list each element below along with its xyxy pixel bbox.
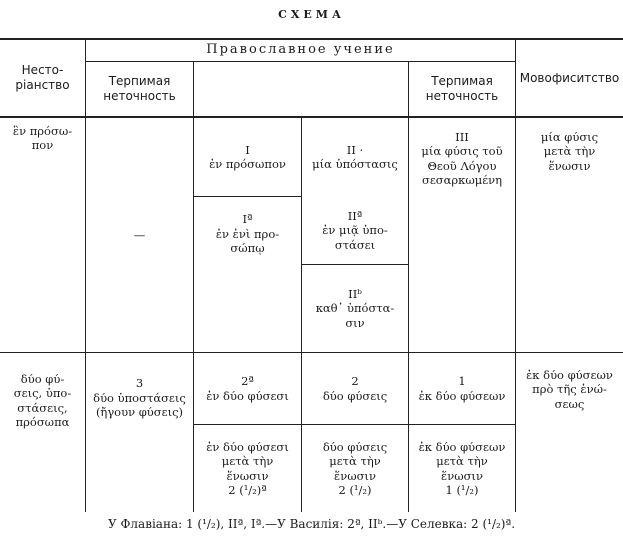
row2-col4-bottom [302,425,408,512]
row1-col4-top-text: II · μία ὑπόστασις [312,142,398,171]
header-nestorianism-label: Несто- ріанство [15,63,70,92]
row2-label [0,372,85,452]
row2-col5-bottom [409,425,515,512]
row1-col6 [516,130,623,190]
footnote: У Флавіана: 1 (¹/₂), IIª, Iª.—У Василія: 2ª, IIᵇ.—У Селевка: 2 (¹/₂)ª. [107,517,516,531]
row1-col6-text: μία φύσις μετὰ τὴν ἕνωσιν [540,130,599,173]
row1-col3-top [194,118,301,196]
row2-col3-top [194,353,301,424]
header-monophysitism-label: Мовофиситство [519,70,620,85]
row2-col5-top-text: 1 ἐκ δύο φύσεων [418,374,506,403]
row2-col6-text: ἐκ δύο φύσεων πρὸ τῆς ἑνώ- σεως [526,368,613,411]
header-nestorianism [0,40,85,116]
row2-col4-bottom-text: δύο φύσεις μετὰ τὴν ἕνωσιν 2 (¹/₂) [322,439,388,497]
row2-col4-top [302,353,408,424]
row2-col4-top-text: 2 δύο φύσεις [322,374,388,403]
row1-col5 [409,130,515,210]
header-orthodox-label: Православное учение [206,42,395,58]
header-tolerable-left-label: Терпимая неточность [103,74,176,103]
header-tolerable-right [409,62,515,116]
row2-col3-top-text: 2ª ἐν δύο φύσεσι [206,374,289,403]
row1-col4-mid [302,197,408,264]
header-tolerable-right-label: Терпимая неточность [425,74,499,103]
page-title: СХЕМА [278,8,345,21]
header-orthodox [86,40,515,61]
row1-col4-bottom-text: IIᵇ καθ᾽ ὑπόστα- σιν [315,286,395,330]
row1-col2-text: — [133,227,146,242]
row2-col6 [516,368,623,438]
row1-col2 [86,118,193,352]
header-tolerable-left [86,62,193,116]
header-monophysitism [516,40,623,116]
row2-col3-bottom-text: ἐν δύο φύσεσι μετὰ τὴν ἕνωσιν 2 (¹/₂)ª [206,439,289,497]
row1-col3-bottom [194,197,301,271]
row1-col3-top-text: I ἐν πρόσωπον [209,142,286,171]
row1-label-text: ἓν πρόσω- πον [12,124,73,153]
row1-col4-mid-text: IIª ἐν μιᾷ ὑπο- στάσει [322,208,388,252]
row2-col2-text: 3 δύο ὑποστάσεις (ἤγουν φύσεις) [93,376,186,420]
row1-col3-bottom-text: Iª ἐν ἐνὶ προ- σώπῳ [215,212,280,256]
row1-col4-top [302,118,408,196]
row2-col2 [86,360,193,436]
row1-col4-bottom [302,265,408,352]
row2-col5-top [409,353,515,424]
row1-col5-text: III μία φύσις τοῦ Θεοῦ Λόγου σεσαρκωμένη [421,130,503,188]
row2-col3-bottom [194,425,301,512]
row2-label-text: δύο φύ- σεις, ὑπο- στάσεις, πρόσωπα [13,372,72,430]
row2-col5-bottom-text: ἐκ δύο φύσεων μετὰ τὴν ἕνωσιν 1 (¹/₂) [418,439,506,497]
row1-label [0,124,85,184]
